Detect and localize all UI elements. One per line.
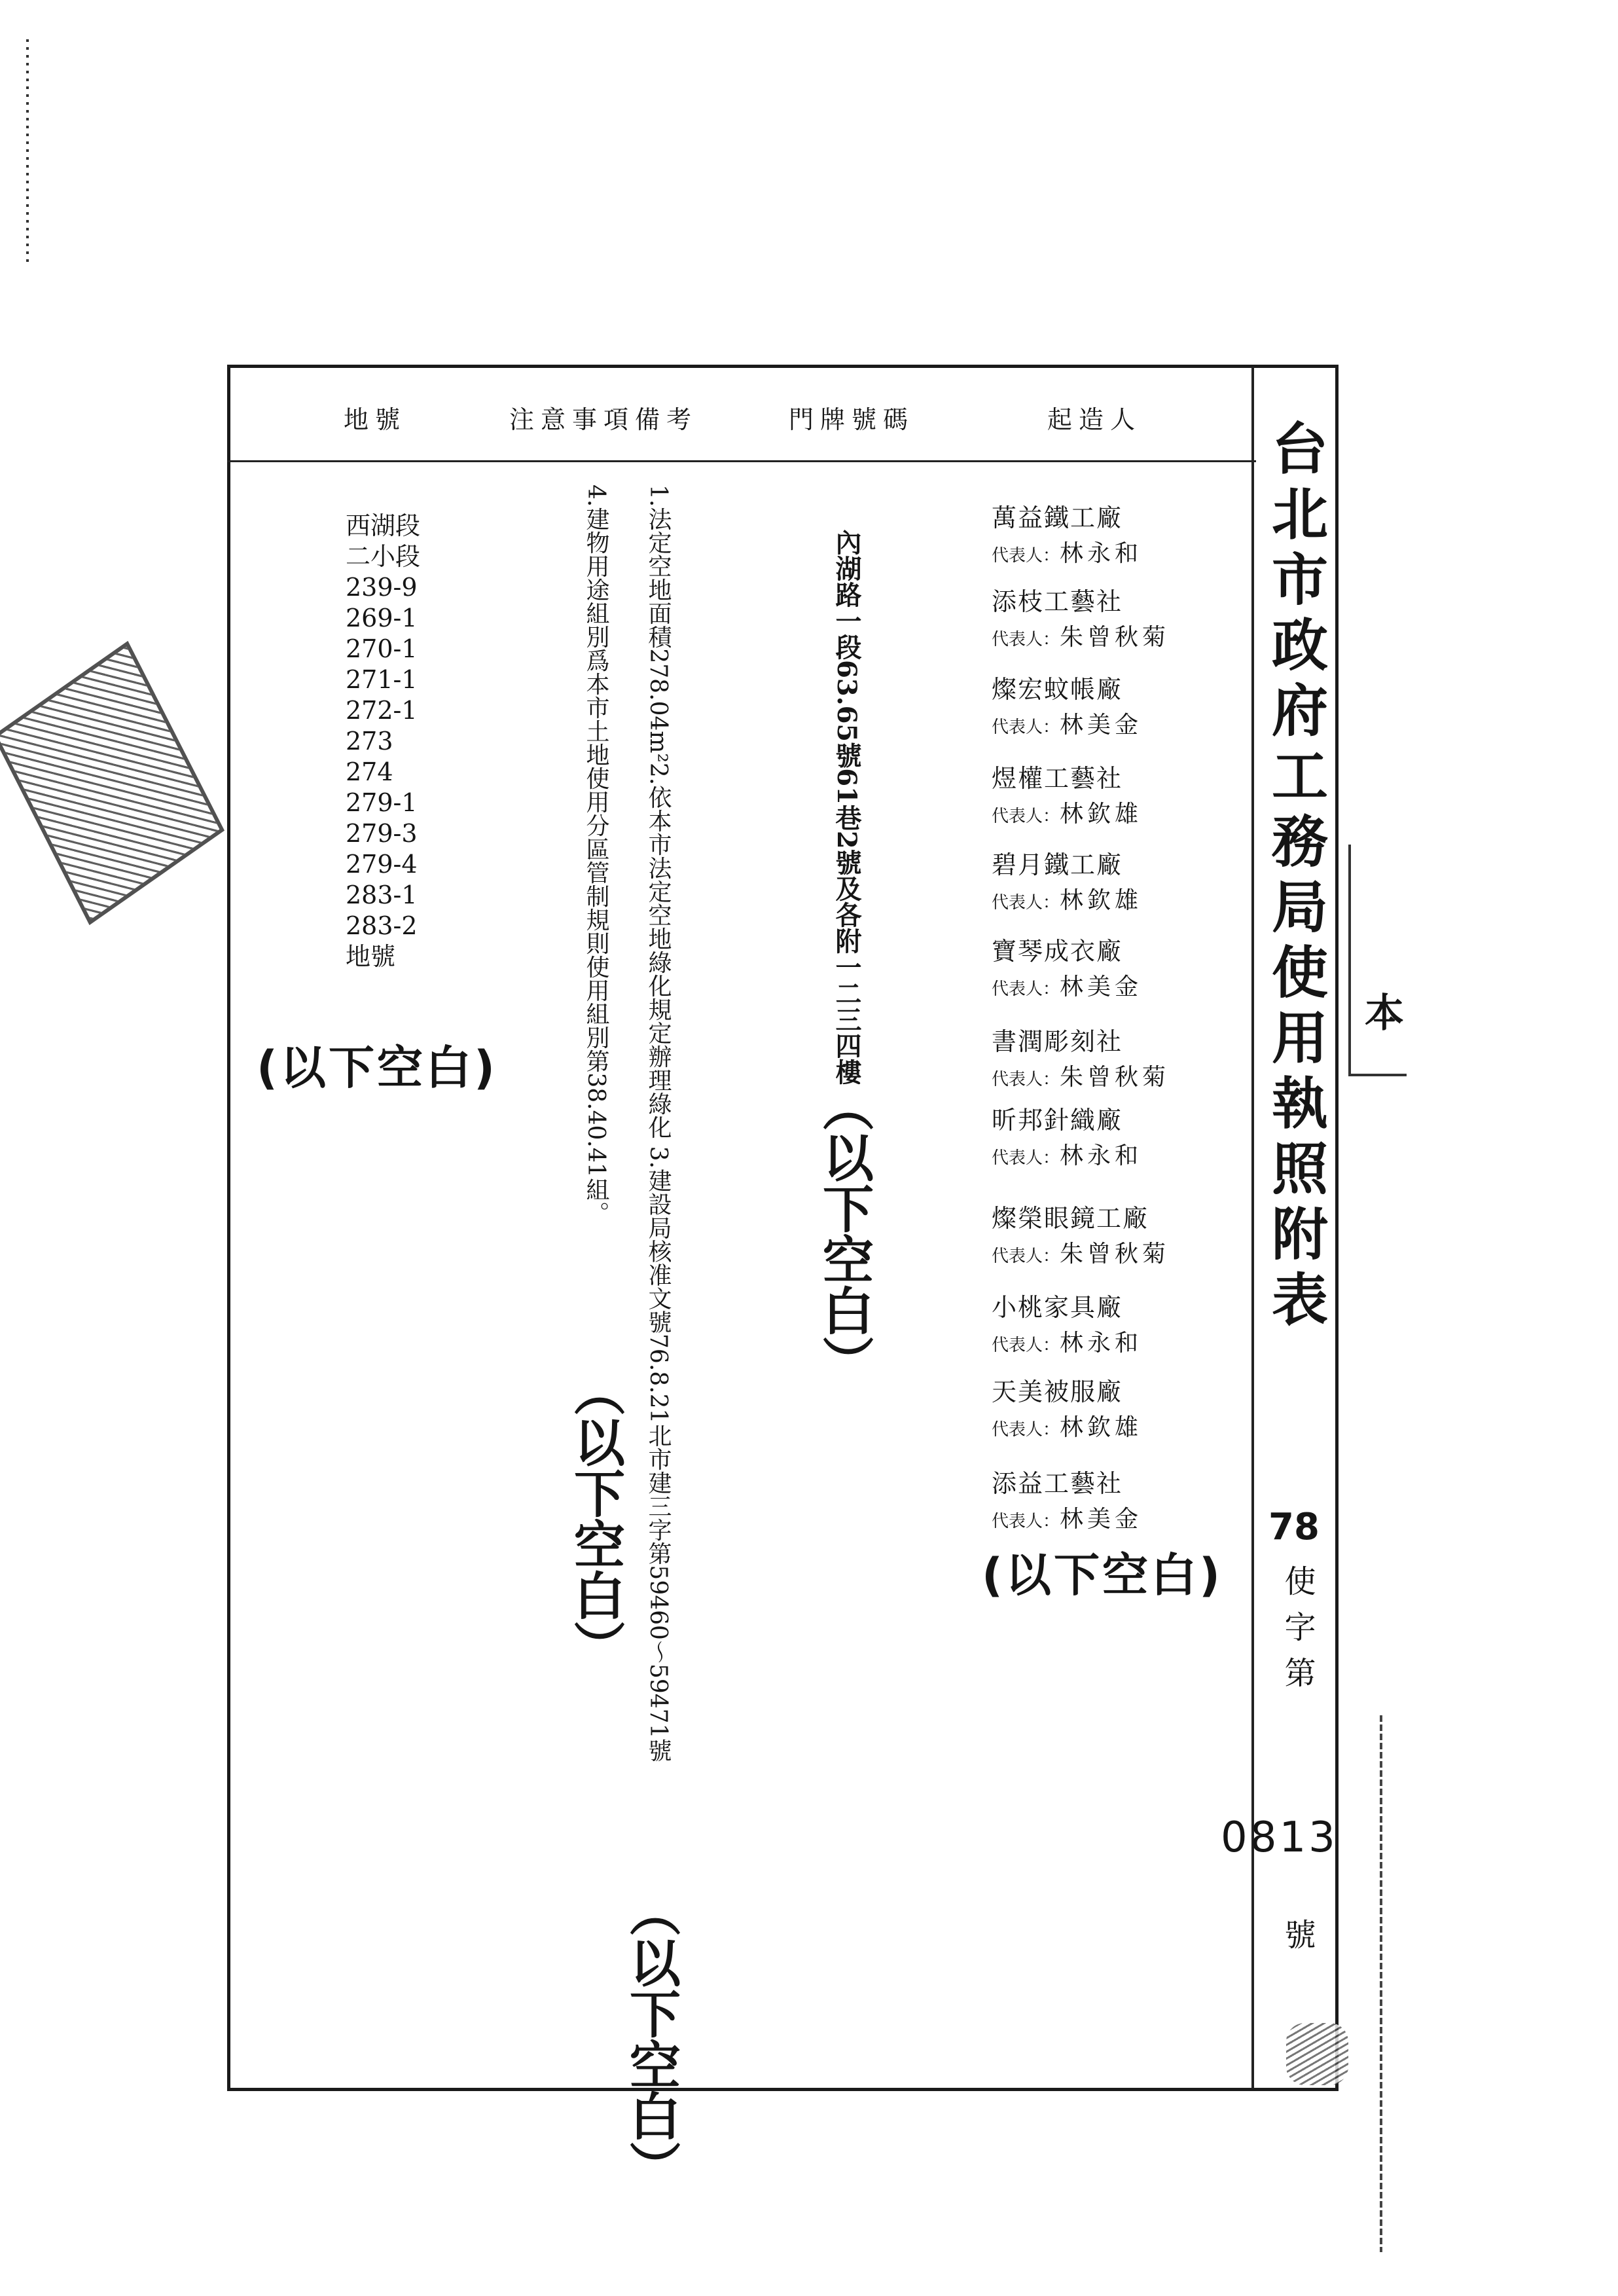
rep-name: 林美金 <box>1060 712 1143 738</box>
lot-number: 279-1 <box>346 788 418 817</box>
builder-name: 燦榮眼鏡工廠 <box>992 1204 1149 1233</box>
list-item <box>992 1100 1208 1171</box>
permit-number: 0813 <box>1221 1813 1338 1862</box>
builder-name: 煜權工藝社 <box>992 764 1123 793</box>
header-address: 門牌號碼 <box>789 405 915 434</box>
blank-mark-builders: (以下空白) <box>982 1548 1223 1602</box>
rep-label: 代表人： <box>992 1420 1060 1440</box>
address-text: 內湖路一段63.65號61巷2號及各附一二三四樓 <box>831 529 862 1085</box>
header-divider <box>227 460 1256 462</box>
lot-number: 273 <box>346 727 393 756</box>
seal-stamp-left <box>0 641 225 925</box>
permit-suffix: 號 <box>1279 1918 1316 1964</box>
permit-year: 78 <box>1268 1506 1320 1548</box>
builder-name: 寶琴成衣廠 <box>992 937 1123 966</box>
rep-name: 林欽雄 <box>1060 801 1143 828</box>
rep-name: 林永和 <box>1060 1142 1143 1169</box>
seal-stamp-bottom <box>1286 2023 1348 2085</box>
rep-label: 代表人： <box>992 1070 1060 1089</box>
list-item <box>992 1372 1208 1442</box>
blank-mark-lot: (以下空白) <box>257 1041 497 1095</box>
list-item <box>992 845 1208 915</box>
clip-bracket <box>1348 845 1407 1076</box>
lot-number: 283-1 <box>346 881 418 909</box>
blank-mark-address: ︵以下空白︶ <box>814 1080 873 1387</box>
rep-name: 林永和 <box>1060 540 1143 567</box>
side-mark: 本 <box>1365 991 1404 1036</box>
rep-name: 林美金 <box>1060 974 1143 1000</box>
header-builder: 起造人 <box>1047 405 1142 434</box>
rep-name: 林永和 <box>1060 1330 1143 1357</box>
rep-label: 代表人： <box>992 1336 1060 1355</box>
rep-name: 朱曾秋菊 <box>1060 624 1170 651</box>
builder-name: 燦宏蚊帳廠 <box>992 675 1123 704</box>
lot-number: 269-1 <box>346 604 418 632</box>
builder-name: 添益工藝社 <box>992 1469 1123 1498</box>
rep-label: 代表人： <box>992 1148 1060 1168</box>
note-line-1: 1.法定空地面積278.04m²2.依本市法定空地綠化規定辦理綠化 3.建設局核准文號76.8.21北市建三字第59460～59471號 <box>645 484 672 1762</box>
rep-label: 代表人： <box>992 807 1060 826</box>
rep-name: 朱曾秋菊 <box>1060 1064 1170 1091</box>
list-item <box>992 669 1208 740</box>
lot-number: 271-1 <box>346 665 418 694</box>
list-item <box>992 1463 1208 1534</box>
rep-label: 代表人： <box>992 718 1060 737</box>
rep-name: 朱曾秋菊 <box>1060 1241 1170 1267</box>
list-item <box>992 931 1208 1002</box>
page-title: 台北市政府工務局使用執照附表 <box>1262 419 1328 1336</box>
builder-name: 碧月鐵工廠 <box>992 850 1123 879</box>
rep-label: 代表人： <box>992 979 1060 999</box>
rep-label: 代表人： <box>992 1512 1060 1531</box>
header-lot: 地號 <box>344 405 407 434</box>
rep-name: 林欽雄 <box>1060 1414 1143 1441</box>
blank-mark-notes-1: ︵以下空白︶ <box>621 1886 680 2192</box>
builder-name: 添枝工藝社 <box>992 587 1123 616</box>
list-item <box>992 758 1208 829</box>
scan-edge-right <box>1380 1715 1382 2252</box>
list-item <box>992 1021 1208 1092</box>
lot-number: 272-1 <box>346 696 418 725</box>
lot-number: 279-4 <box>346 850 418 879</box>
rep-name: 林美金 <box>1060 1506 1143 1533</box>
header-notes: 注意事項備考 <box>509 405 698 434</box>
lot-list <box>346 511 420 972</box>
blank-mark-notes-2: ︵以下空白︶ <box>566 1365 624 1671</box>
rep-label: 代表人： <box>992 893 1060 913</box>
lot-section: 西湖段 <box>346 511 421 540</box>
builder-name: 萬益鐵工廠 <box>992 503 1123 532</box>
list-item <box>992 1198 1208 1269</box>
list-item <box>992 581 1208 652</box>
lot-number: 274 <box>346 757 393 786</box>
scan-edge-left <box>26 39 29 262</box>
builder-name: 書潤彫刻社 <box>992 1027 1123 1056</box>
list-item <box>992 1287 1208 1358</box>
rep-label: 代表人： <box>992 1247 1060 1266</box>
rep-label: 代表人： <box>992 630 1060 649</box>
rep-name: 林欽雄 <box>1060 887 1143 914</box>
builder-name: 小桃家具廠 <box>992 1293 1123 1322</box>
lot-number: 279-3 <box>346 819 418 848</box>
lot-subsection: 二小段 <box>346 542 421 571</box>
rep-label: 代表人： <box>992 546 1060 566</box>
builder-name: 天美被服廠 <box>992 1377 1123 1406</box>
lot-number: 239-9 <box>346 573 418 602</box>
note-line-2: 4.建物用途組別爲本市土地使用分區管制規則使用組別第38.40.41組。 <box>583 484 609 1225</box>
builder-name: 昕邦針織廠 <box>992 1106 1123 1135</box>
permit-type: 使字第 <box>1279 1565 1316 1702</box>
lot-suffix: 地號 <box>346 942 396 971</box>
lot-number: 283-2 <box>346 911 418 940</box>
list-item <box>992 498 1208 568</box>
lot-number: 270-1 <box>346 634 418 663</box>
